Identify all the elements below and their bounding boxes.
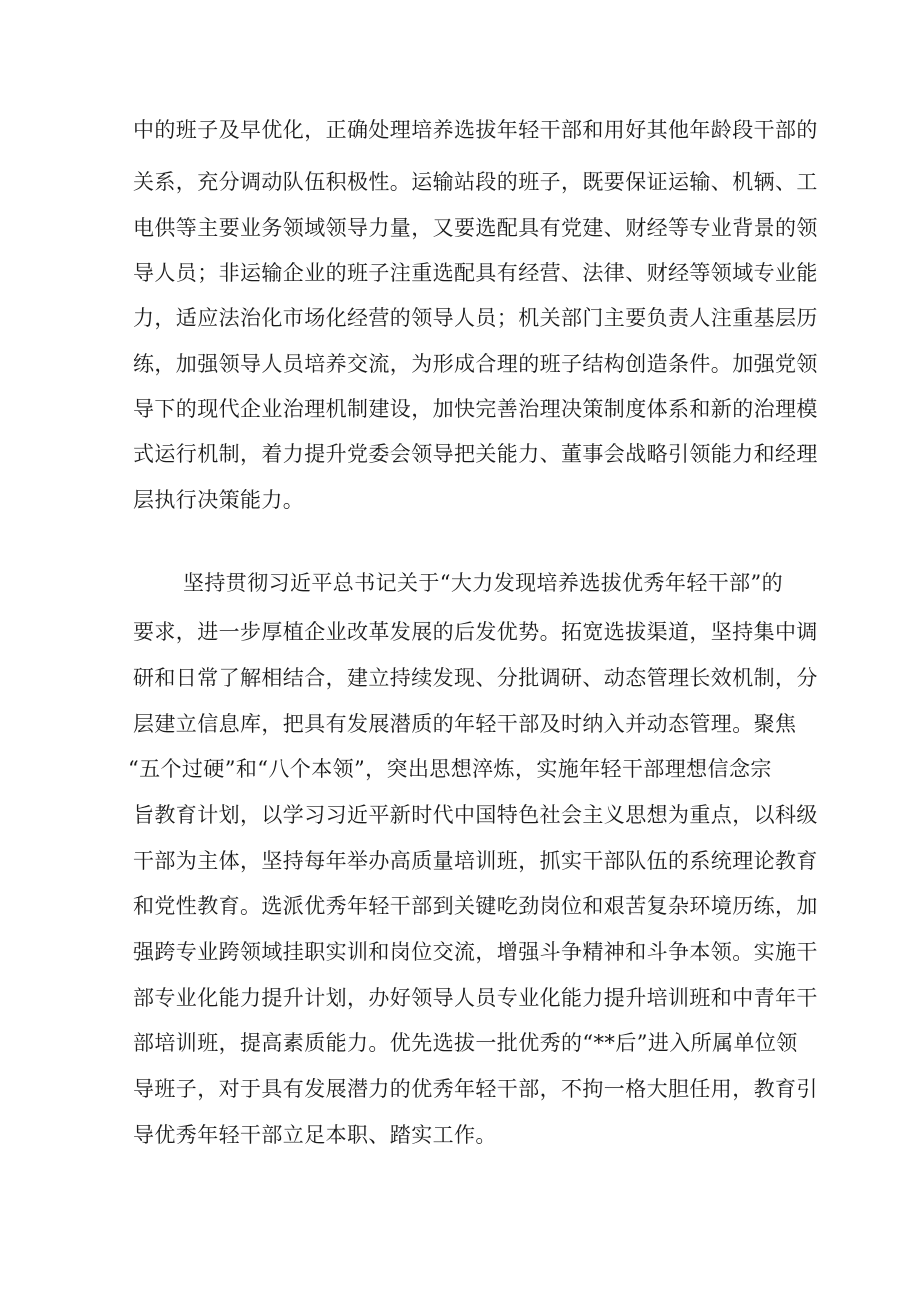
paragraph-line: 练，加强领导人员培养交流，为形成合理的班子结构创造条件。加强党领 [133, 352, 818, 376]
paragraph-line: 关系，充分调动队伍积极性。运输站段的班子，既要保证运输、机辆、工 [133, 170, 818, 194]
paragraph-line: 力，适应法治化市场化经营的领导人员；机关部门主要负责人注重基层历 [133, 306, 818, 330]
paragraph-line: 导班子，对于具有发展潜力的优秀年轻干部，不拘一格大胆任用，教育引 [133, 1077, 818, 1101]
paragraph-line: 中的班子及早优化，正确处理培养选拔年轻干部和用好其他年龄段干部的 [133, 118, 818, 142]
paragraph-line: 层执行决策能力。 [133, 488, 305, 512]
paragraph-line: “五个过硬”和“八个本领”，突出思想淬炼，实施年轻干部理想信念宗 [128, 757, 772, 781]
paragraph-line: 旨教育计划，以学习习近平新时代中国特色社会主义思想为重点，以科级 [133, 803, 818, 827]
paragraph-line: 研和日常了解相结合，建立持续发现、分批调研、动态管理长效机制，分 [133, 666, 818, 690]
paragraph-line: 坚持贯彻习近平总书记关于“大力发现培养选拔优秀年轻干部”的 [183, 571, 784, 595]
paragraph-line: 导优秀年轻干部立足本职、踏实工作。 [133, 1123, 497, 1147]
paragraph-line: 部培训班，提高素质能力。优先选拔一批优秀的“**后”进入所属单位领 [133, 1031, 798, 1055]
paragraph-line: 部专业化能力提升计划，办好领导人员专业化能力提升培训班和中青年干 [133, 986, 818, 1010]
paragraph-line: 层建立信息库，把具有发展潜质的年轻干部及时纳入并动态管理。聚焦 [133, 712, 797, 736]
paragraph-line: 干部为主体，坚持每年举办高质量培训班，抓实干部队伍的系统理论教育 [133, 849, 818, 873]
paragraph-line: 强跨专业跨领域挂职实训和岗位交流，增强斗争精神和斗争本领。实施干 [133, 940, 818, 964]
paragraph-line: 导下的现代企业治理机制建设，加快完善治理决策制度体系和新的治理模 [133, 397, 818, 421]
paragraph-line: 要求，进一步厚植企业改革发展的后发优势。拓宽选拔渠道，坚持集中调 [133, 620, 818, 644]
paragraph-line: 式运行机制，着力提升党委会领导把关能力、董事会战略引领能力和经理 [133, 442, 818, 466]
paragraph-line: 电供等主要业务领域领导力量，又要选配具有党建、财经等专业背景的领 [133, 216, 818, 240]
paragraph-line: 导人员；非运输企业的班子注重选配具有经营、法律、财经等领域专业能 [133, 261, 818, 285]
paragraph-line: 和党性教育。选派优秀年轻干部到关键吃劲岗位和艰苦复杂环境历练，加 [133, 894, 818, 918]
